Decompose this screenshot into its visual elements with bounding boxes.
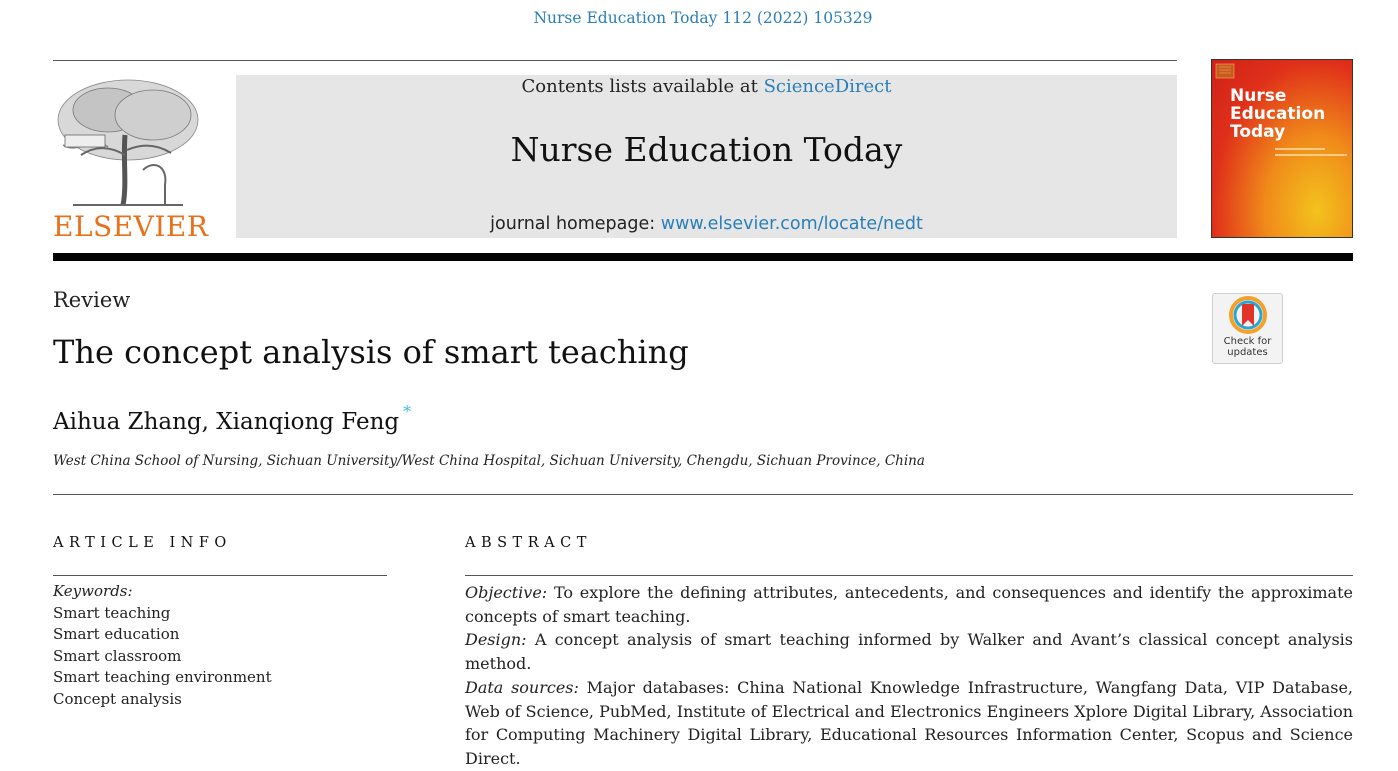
corresponding-author-marker[interactable]: * (403, 402, 412, 421)
abstract-objective (465, 581, 1353, 628)
check-line1: Check for (1223, 336, 1272, 347)
keyword-item: Smart classroom (53, 646, 182, 665)
article-info-divider (53, 575, 387, 576)
cover-title-line3: Today (1230, 122, 1286, 142)
check-line2: updates (1227, 347, 1268, 358)
author-list (53, 402, 411, 435)
data-sources-text: Major databases: China National Knowledge Infrastructure, Wangfang Data, VIP Database, Web of Science, PubMed, Institute of Electrical and Electronics Engineers Xplore Digital Library, Association for Computing Machinery Digital Library, Educational Resources Information Center, Scopus and Science Direct. (465, 677, 1353, 768)
abstract-heading: ABSTRACT (465, 535, 592, 551)
contents-line (236, 76, 1177, 97)
cover-subtitle-graphic (1275, 146, 1349, 160)
sciencedirect-link[interactable]: ScienceDirect (763, 76, 892, 97)
cover-title-line1: Nurse (1230, 86, 1287, 106)
cover-title (1230, 87, 1325, 141)
keywords-label: Keywords: (53, 582, 133, 600)
objective-text: To explore the defining attributes, antecedents, and consequences and identify the approximate concepts of smart teaching. (465, 583, 1353, 626)
header-thick-divider (53, 253, 1353, 261)
bookmark-check-icon (1229, 296, 1267, 334)
check-for-updates-label (1212, 336, 1283, 358)
author-affiliation: West China School of Nursing, Sichuan University/West China Hospital, Sichuan University, Chengdu, Sichuan Province, China (53, 453, 925, 469)
journal-citation-link[interactable]: Nurse Education Today 112 (2022) 105329 (533, 9, 873, 27)
keyword-item: Concept analysis (53, 689, 182, 708)
elsevier-wordmark[interactable]: ELSEVIER (53, 210, 209, 243)
design-label: Design: (465, 630, 527, 650)
contents-prefix: Contents lists available at (521, 76, 758, 97)
author-names[interactable]: Aihua Zhang, Xianqiong Feng (53, 409, 400, 435)
keyword-item: Smart teaching environment (53, 668, 272, 686)
abstract-body (465, 581, 1353, 771)
keyword-item: Smart teaching (53, 603, 171, 622)
abstract-design (465, 628, 1353, 675)
cover-title-line2: Education (1230, 104, 1326, 124)
abstract-divider (465, 575, 1353, 576)
journal-homepage-line (236, 214, 1177, 234)
top-divider (53, 60, 1177, 61)
journal-homepage-link[interactable]: www.elsevier.com/locate/nedt (660, 214, 923, 234)
article-info-heading: ARTICLE INFO (53, 535, 232, 551)
homepage-prefix: journal homepage: (490, 214, 656, 234)
cover-elsevier-mini-logo-icon (1215, 63, 1235, 79)
abstract-data-sources (465, 676, 1353, 771)
journal-name: Nurse Education Today (510, 130, 903, 169)
objective-label: Objective: (465, 583, 548, 602)
data-sources-label: Data sources: (465, 677, 579, 697)
article-type: Review (53, 288, 131, 312)
keyword-item: Smart education (53, 625, 180, 643)
article-title: The concept analysis of smart teaching (53, 333, 689, 371)
keywords-list (53, 581, 272, 710)
section-divider (53, 494, 1353, 495)
design-text: A concept analysis of smart teaching informed by Walker and Avant’s classical concept analysis method. (465, 630, 1353, 674)
